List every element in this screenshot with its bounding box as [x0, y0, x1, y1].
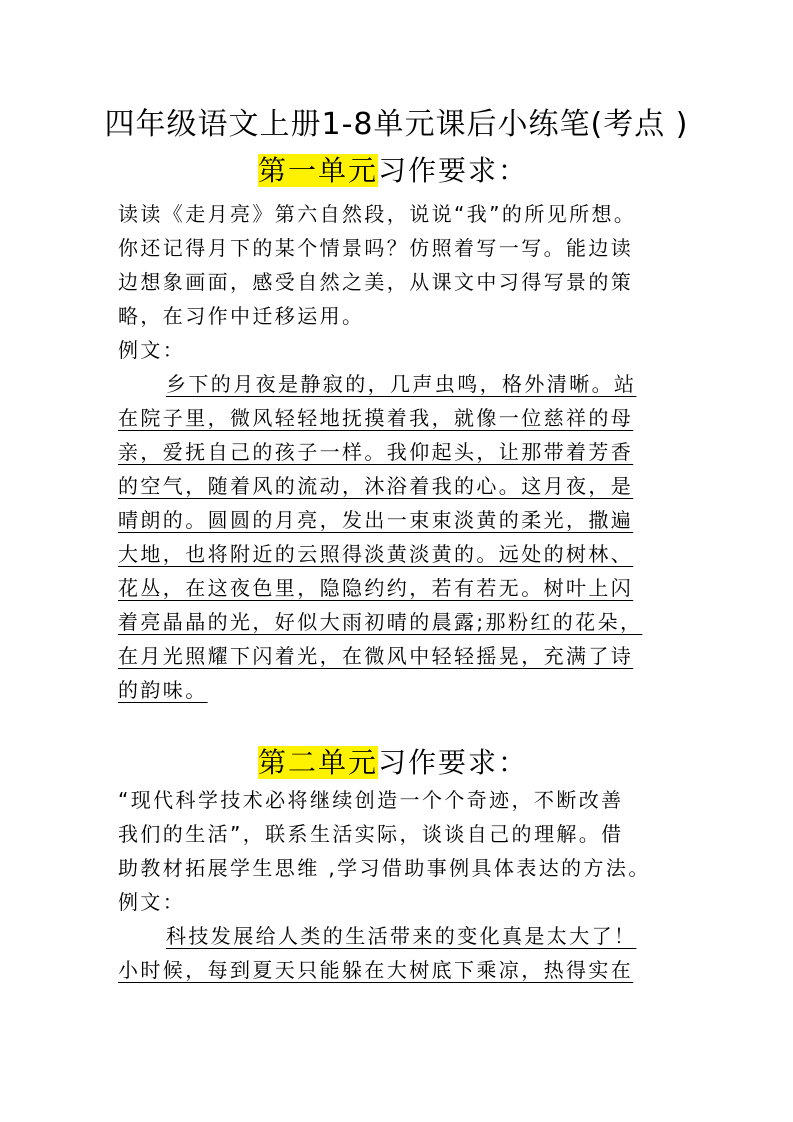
section-1-example-line: 在月光照耀下闪着光，在微风中轻轻摇晃，充满了诗 [118, 644, 634, 668]
section-1-example-line: 亲，爱抚自己的孩子一样。我仰起头，让那带着芳香 [118, 440, 634, 464]
section-2-requirement-line: 我们的生活”，联系生活实际，谈谈自己的理解。借 [118, 822, 624, 846]
section-2-requirement-line: 助教材拓展学生思维 ,学习借助事例具体表达的方法。 [118, 856, 651, 880]
section-1-requirement-line: 边想象画面，感受自然之美，从课文中习得写景的策 [118, 270, 634, 294]
section-2-highlight: 第二单元 [258, 746, 379, 779]
document-title: 四年级语文上册1-8单元课后小练笔(考点 ) [104, 107, 689, 142]
section-2-requirement-line: “现代科学技术必将继续创造一个个奇迹，不断改善 [118, 788, 624, 812]
section-1-example-line: 在院子里，微风轻轻地抚摸着我，就像一位慈祥的母 [118, 406, 634, 430]
section-1-requirement-line: 略，在习作中迁移运用。 [118, 304, 365, 328]
section-1-requirement-line: 你还记得月下的某个情景吗？仿照着写一写。能边读 [118, 236, 634, 260]
section-2-example-line: 小时候，每到夏天只能躲在大树底下乘凉，热得实在 [118, 958, 634, 982]
section-1-example-line: 花丛，在这夜色里，隐隐约约，若有若无。树叶上闪 [118, 576, 634, 600]
section-1-example-line: 晴朗的。圆圆的月亮，发出一束束淡黄的柔光，撒遍 [118, 508, 634, 532]
section-1-heading-rest: 习作要求： [378, 154, 529, 187]
section-1-example-line: 大地，也将附近的云照得淡黄淡黄的。远处的树林、 [118, 542, 634, 566]
section-1-example-line: 的空气，随着风的流动，沐浴着我的心。这月夜，是 [118, 474, 634, 498]
section-1-example-line: 的韵味。 [118, 678, 208, 702]
section-1-example-line: 着亮晶晶的光，好似大雨初晴的晨露;那粉红的花朵， [118, 610, 643, 634]
section-1-heading [258, 153, 528, 189]
section-2-heading [258, 745, 528, 781]
section-2-heading-rest: 习作要求： [378, 746, 529, 779]
section-1-highlight: 第一单元 [258, 154, 379, 187]
section-1-example-label: 例文： [118, 338, 186, 362]
section-1-example-line: 乡下的月夜是静寂的，几声虫鸣，格外清晰。站 [166, 372, 637, 396]
section-1-requirement-line: 读读《走月亮》第六自然段，说说“我”的所见所想。 [118, 202, 637, 226]
section-2-example-line: 科技发展给人类的生活带来的变化真是太大了！ [166, 924, 637, 948]
section-2-example-label: 例文： [118, 890, 186, 914]
